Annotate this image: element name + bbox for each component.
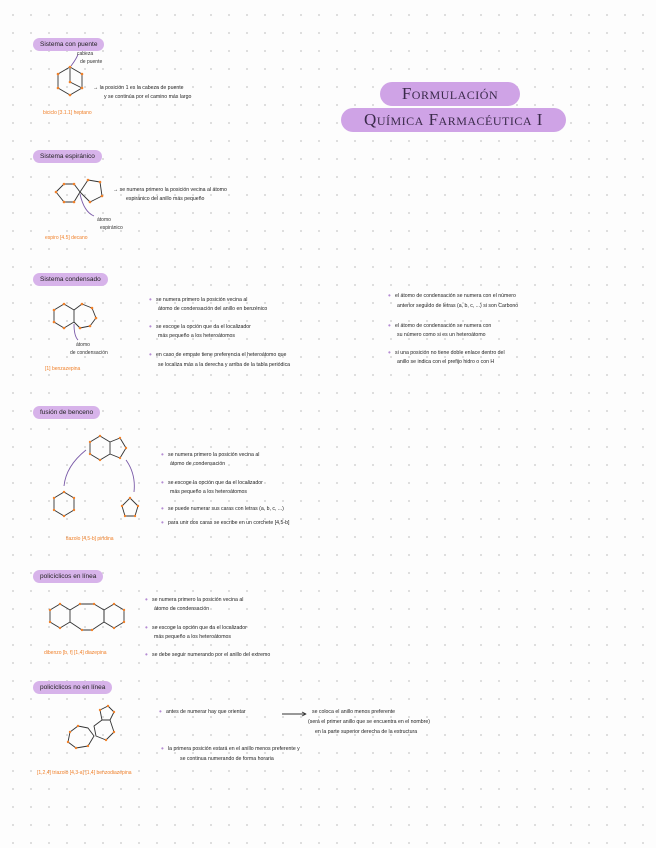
title-quimica-farmaceutica: Química Farmacéutica I	[341, 108, 566, 132]
note-condensado-l1a: • se numera primero la posición vecina al	[149, 295, 248, 304]
note-condensado-r1a: • el átomo de condensación se numera con el número	[388, 291, 516, 300]
note-puente-1: → la posición 1 es la cabeza de puente	[93, 85, 184, 91]
note-no-linea-1d: en la parte superior derecha de la estructura	[315, 729, 418, 735]
benzazepine-structure	[50, 296, 102, 344]
label-atomo-espiranico-1: átomo	[97, 217, 111, 223]
note-espiro-1: → se numera primero la posición vecina al átomo	[113, 187, 227, 193]
title-formulacion: Formulación	[380, 82, 520, 106]
label-de-puente: de puente	[80, 59, 103, 65]
note-linea-2a: • se escoge la opción que da el localizador	[145, 623, 247, 632]
dibenzodiazepine-structure	[46, 594, 136, 644]
note-fusion-2b: más pequeño a los heteroátomos	[170, 489, 247, 495]
label-cabeza: cabeza	[77, 51, 94, 57]
note-linea-1a: • se numera primero la posición vecina al	[145, 595, 244, 604]
heading-policiclicos-en-linea: policíclicos en línea	[33, 570, 103, 583]
bicycloheptane-structure	[50, 62, 90, 102]
note-linea-3: • se debe seguir numerando por el anillo del extremo	[145, 650, 271, 659]
note-no-linea-2a: • la primera posición estará en el anillo menos preferente y	[161, 744, 300, 753]
note-fusion-2a: • se escoge la opción que da el localizador	[161, 478, 263, 487]
note-fusion-3: • se puede numerar sus caras con letras (a, b, c, ...)	[161, 504, 284, 513]
note-no-linea-2b: se continua numerando de forma horaria	[180, 756, 274, 762]
note-condensado-r3b: anillo se indica con el prefijo hidro o con H	[397, 359, 495, 365]
note-condensado-r2b: su número como si es un heteroátomo	[397, 332, 486, 338]
thiazolopyridine-structure	[40, 426, 160, 536]
note-espiro-2: espiránico del anillo más pequeño	[126, 196, 205, 202]
heading-sistema-con-puente: Sistema con puente	[33, 38, 104, 51]
note-condensado-r2a: • el átomo de condensación se numera con	[388, 321, 492, 330]
label-atomo-condensacion-2: de condensación	[70, 350, 108, 356]
note-fusion-1a: • se numera primero la posición vecina al	[161, 450, 260, 459]
heading-fusion-benceno: fusión de benceno	[33, 406, 100, 419]
note-linea-1b: átomo de condensación	[154, 606, 210, 612]
heading-sistema-espiranico: Sistema espiránico	[33, 150, 102, 163]
note-condensado-l2a: • se escoge la opción que da el localizador	[149, 322, 251, 331]
note-condensado-l3a: • en caso de empate tiene preferencia el heteroátomo que	[149, 350, 287, 359]
caption-dibenzodiazepina: dibenzo [b, f] [1,4] diazepina	[44, 650, 107, 656]
spirodecane-structure	[52, 172, 108, 218]
note-no-linea-1c: (será el primer anillo que se encuentra en el nombre)	[308, 719, 430, 725]
caption-espiro: espiro [4.5] decano	[45, 235, 88, 241]
note-condensado-l1b: átomo de condensación del anillo en benzénico	[158, 306, 268, 312]
label-atomo-condensacion-1: átomo	[76, 342, 90, 348]
note-puente-2: y se continúa por el camino más largo	[104, 94, 192, 100]
note-fusion-1b: átomo de condensación	[170, 461, 226, 467]
label-atomo-espiranico-2: espiránico	[100, 225, 123, 231]
caption-tiazolopiridina: tiazolo [4,5-b] piridina	[66, 536, 114, 542]
arrow-orientar	[282, 712, 308, 716]
triazolobenzodiazepine-structure	[60, 702, 130, 764]
note-fusion-4: • para unir dos caras se escribe en un corchete [4,5-b]	[161, 518, 290, 527]
note-no-linea-1a: • antes de numerar hay que orientar	[159, 707, 246, 716]
caption-biciclo: biciclo [3.1.1] heptano	[43, 110, 92, 116]
note-linea-2b: más pequeño a los heteroátomos	[154, 634, 231, 640]
heading-sistema-condensado: Sistema condensado	[33, 273, 108, 286]
note-condensado-r3a: • si una posición no tiene doble enlace dentro del	[388, 348, 505, 357]
caption-benzazepina: [1] benzazepina	[45, 366, 81, 372]
caption-triazolobenzodiazepina: [1,2,4] triazolo [4,3-a] [1,4] benzodiazepina	[37, 770, 132, 776]
heading-policiclicos-no-en-linea: policíclicos no en línea	[33, 681, 112, 694]
note-condensado-r1b: anterior seguido de letras (a, b, c, ...) si son Carbono	[397, 303, 519, 309]
note-condensado-l3b: se localiza más a la derecha y arriba de la tabla periódica	[158, 362, 291, 368]
note-condensado-l2b: más pequeño a los heteroátomos	[158, 333, 235, 339]
note-no-linea-1b: se coloca el anillo menos preferente	[312, 709, 396, 715]
